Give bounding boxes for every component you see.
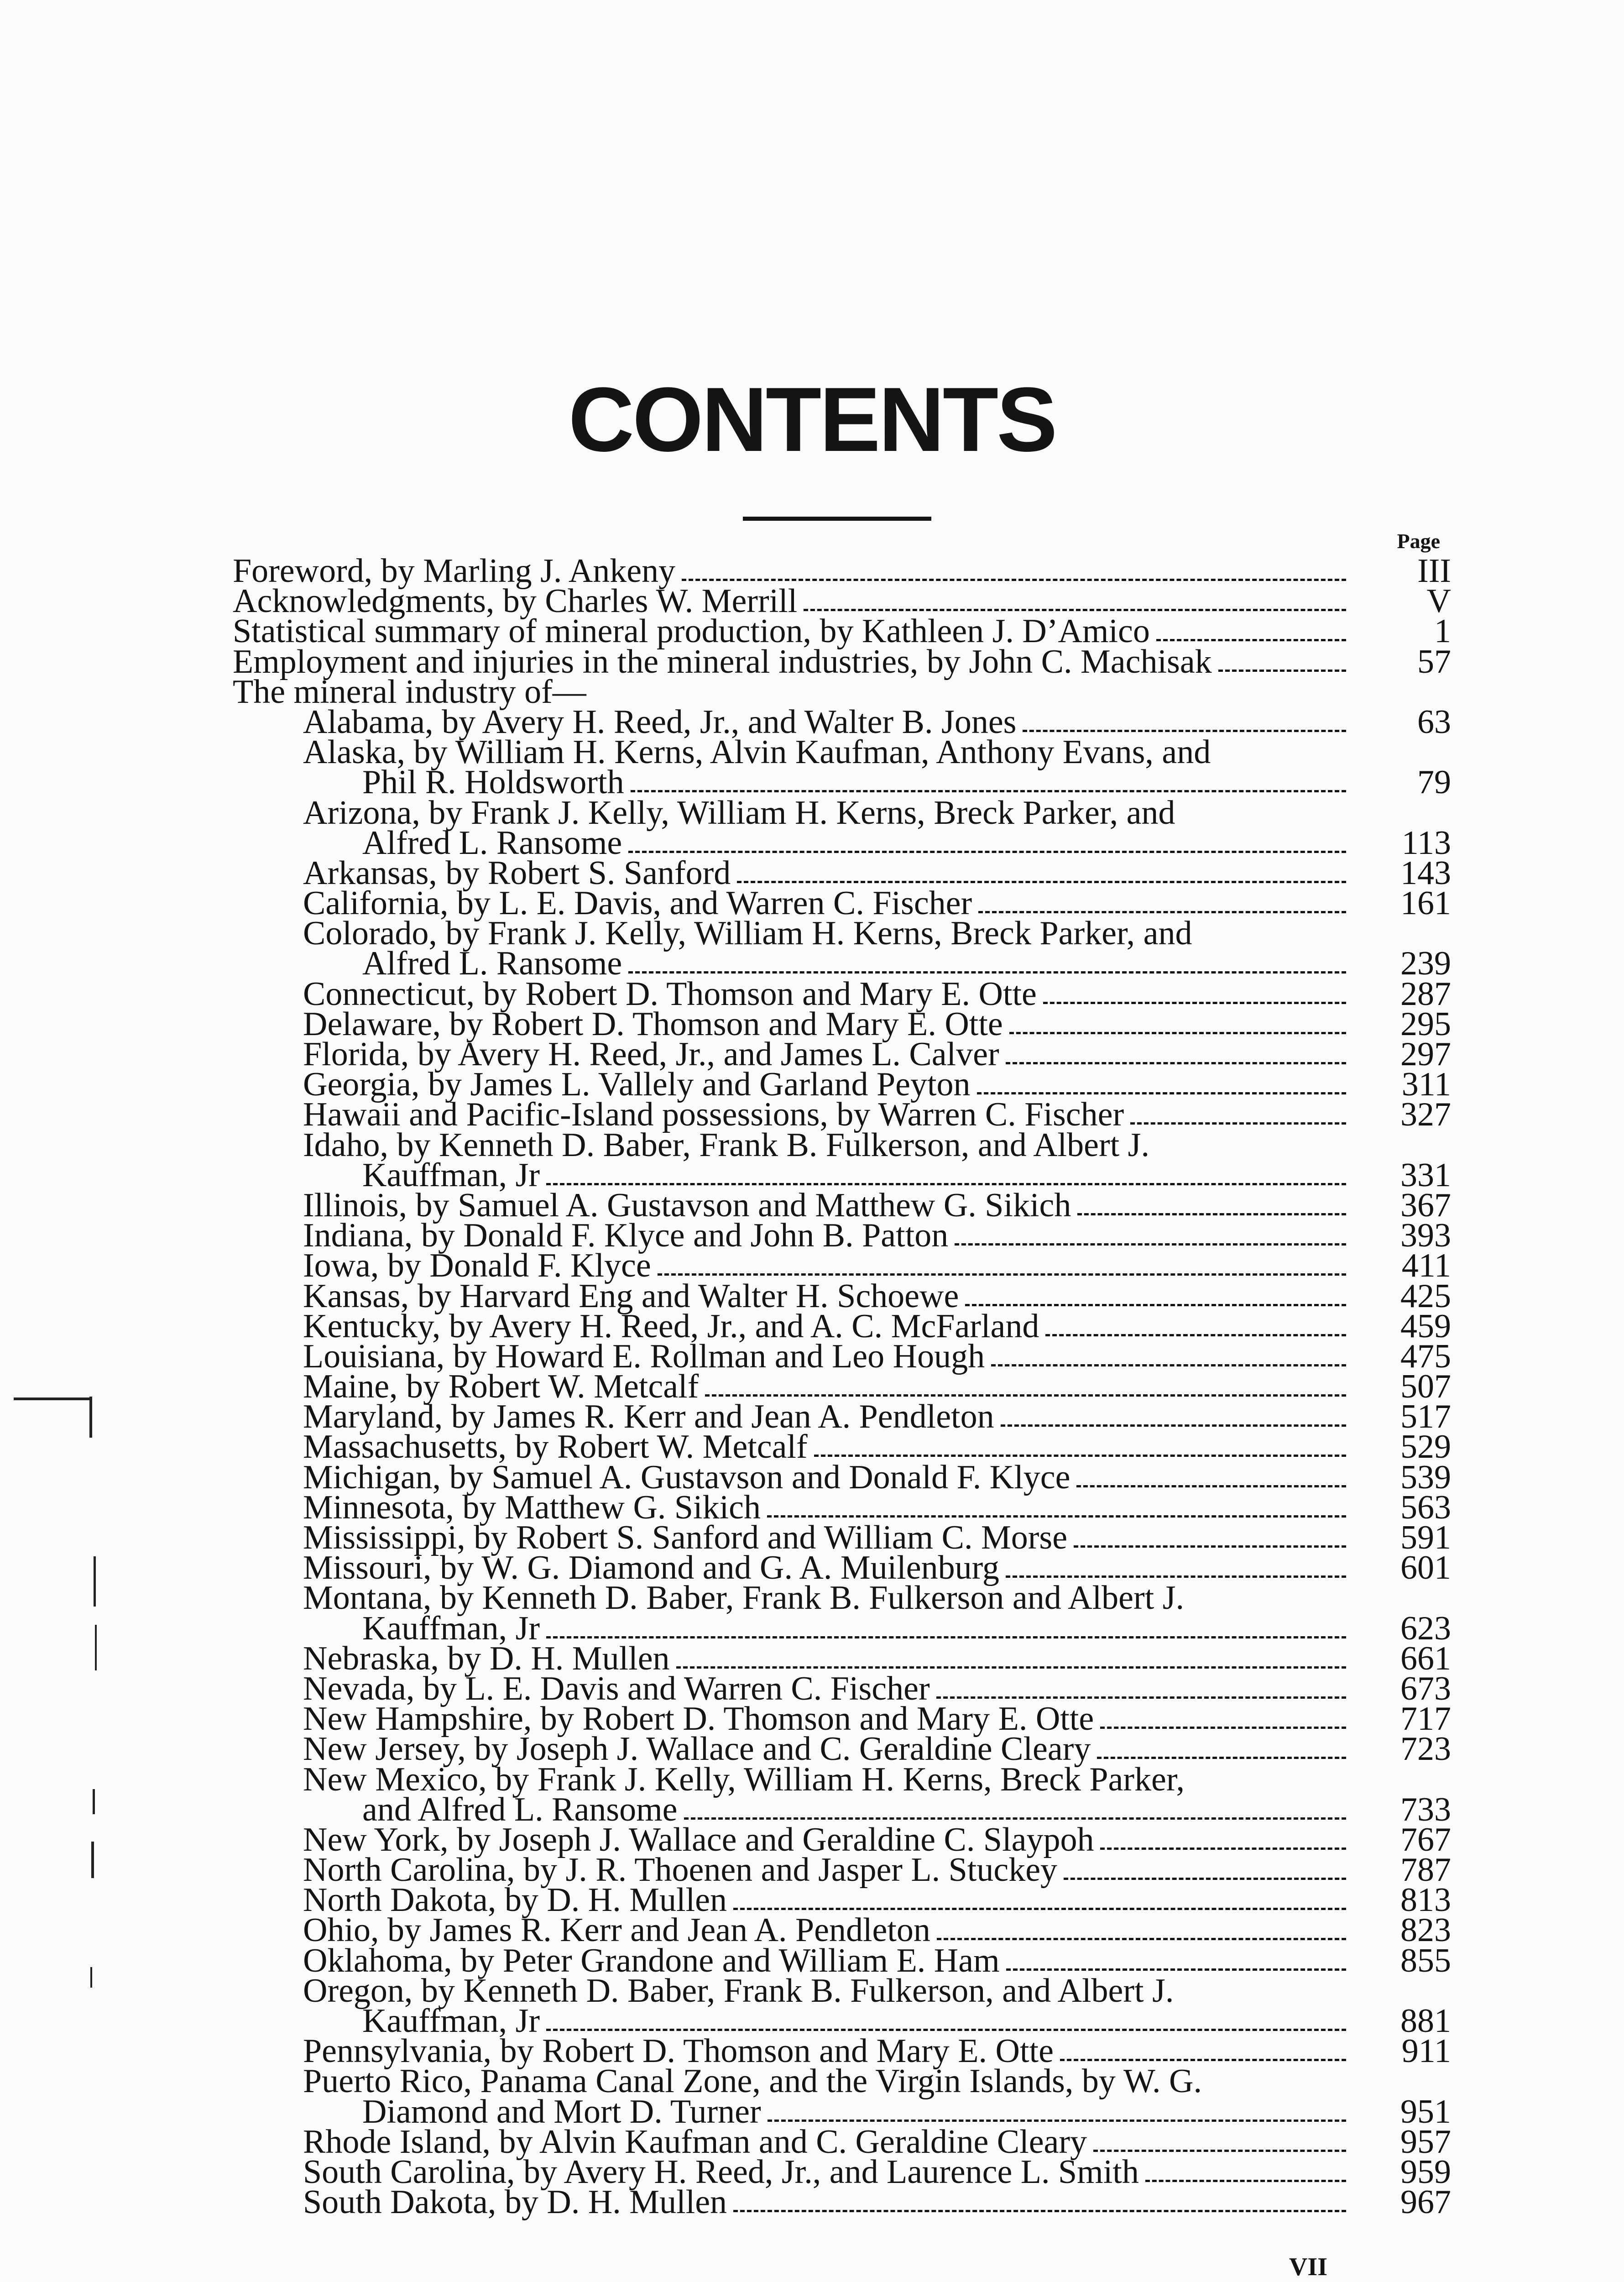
toc-entry-page: 475: [1400, 1337, 1451, 1375]
page-folio: VII: [1289, 2253, 1328, 2281]
dot-leader: [546, 2029, 1346, 2031]
toc-entry: [0, 1972, 1624, 2010]
toc-entry-page: 507: [1400, 1368, 1451, 1406]
toc-entry: [0, 1277, 1624, 1315]
dot-leader: [1009, 1032, 1346, 1034]
toc-entry-text: Acknowledgments, by Charles W. Merrill: [233, 582, 798, 620]
toc-entry-page: 1: [1434, 612, 1451, 650]
dot-leader: [1218, 670, 1346, 672]
dot-leader: [955, 1243, 1346, 1246]
dot-leader: [1100, 1727, 1346, 1729]
toc-entry: [0, 2093, 1624, 2130]
toc-entry: [0, 854, 1624, 892]
toc-entry-page: 393: [1400, 1217, 1451, 1255]
toc-entry-text: Diamond and Mort D. Turner: [362, 2093, 761, 2130]
page-title: CONTENTS: [568, 369, 1056, 471]
scan-mark: [94, 1556, 96, 1607]
toc-entry: [0, 552, 1624, 590]
toc-entry: [0, 582, 1624, 620]
toc-entry-text: New Jersey, by Joseph J. Wallace and C. Geraldine Cleary: [303, 1730, 1091, 1768]
toc-entry-text: Louisiana, by Howard E. Rollman and Leo Hough: [303, 1337, 985, 1375]
toc-entry: [0, 2153, 1624, 2191]
toc-entry: [0, 1217, 1624, 1255]
toc-entry-page: 813: [1400, 1881, 1451, 1919]
toc-entry: [0, 764, 1624, 801]
toc-entry-text: Ohio, by James R. Kerr and Jean A. Pendleton: [303, 1911, 930, 1949]
toc-entry-page: 331: [1400, 1156, 1451, 1194]
toc-entry-text: Massachusetts, by Robert W. Metcalf: [303, 1428, 808, 1466]
dot-leader: [733, 2210, 1346, 2212]
dot-leader: [1145, 2180, 1346, 2182]
toc-entry-page: 295: [1400, 1005, 1451, 1043]
dot-leader: [737, 881, 1346, 883]
toc-entry: [0, 1700, 1624, 1738]
toc-entry-text: California, by L. E. Davis, and Warren C. Fischer: [303, 885, 972, 922]
toc-entry-page: 287: [1400, 975, 1451, 1013]
toc-entry-page: 967: [1400, 2183, 1451, 2221]
dot-leader: [1130, 1122, 1346, 1125]
toc-entry: [0, 1519, 1624, 1556]
toc-entry-text: New York, by Joseph J. Wallace and Geraldine C. Slaypoh: [303, 1821, 1094, 1858]
toc-entry-text: New Mexico, by Frank J. Kelly, William H. Kerns, Breck Parker,: [303, 1760, 1185, 1798]
toc-entry-text: Phil R. Holdsworth: [362, 764, 624, 801]
dot-leader: [814, 1455, 1346, 1457]
toc-entry-text: Rhode Island, by Alvin Kaufman and C. Geraldine Cleary: [303, 2123, 1087, 2161]
toc-entry-page: 529: [1400, 1428, 1451, 1466]
toc-entry: [0, 1458, 1624, 1496]
toc-entry-text: Nebraska, by D. H. Mullen: [303, 1639, 670, 1677]
toc-entry-page: 425: [1400, 1277, 1451, 1315]
toc-entry-page: 239: [1400, 945, 1451, 983]
toc-entry: [0, 1670, 1624, 1707]
toc-entry-page: 539: [1400, 1458, 1451, 1496]
toc-entry: [0, 1368, 1624, 1406]
toc-entry: [0, 612, 1624, 650]
dot-leader: [546, 1636, 1346, 1638]
dot-leader: [631, 790, 1346, 792]
toc-entry-text: The mineral industry of—: [233, 673, 586, 711]
toc-entry-text: Kauffman, Jr: [362, 2002, 540, 2040]
dot-leader: [937, 1938, 1346, 1940]
dot-leader: [705, 1394, 1346, 1397]
toc-entry: [0, 1549, 1624, 1587]
toc-entry: [0, 1821, 1624, 1858]
dot-leader: [628, 971, 1346, 974]
toc-entry-page: 57: [1417, 643, 1451, 680]
toc-entry: [0, 975, 1624, 1013]
toc-entry-page: 733: [1400, 1790, 1451, 1828]
dot-leader: [1023, 730, 1346, 732]
toc-entry-page: 855: [1400, 1942, 1451, 1979]
toc-entry-page: 591: [1400, 1519, 1451, 1556]
toc-entry-text: Kauffman, Jr: [362, 1609, 540, 1647]
toc-entry-text: Kentucky, by Avery H. Reed, Jr., and A. C. McFarland: [303, 1307, 1039, 1345]
toc-entry: [0, 1911, 1624, 1949]
toc-entry: [0, 703, 1624, 741]
toc-entry-text: and Alfred L. Ransome: [362, 1790, 678, 1828]
toc-entry: [0, 2032, 1624, 2070]
toc-entry: [0, 1156, 1624, 1194]
dot-leader: [1043, 1002, 1346, 1004]
toc-entry-page: 161: [1400, 885, 1451, 922]
toc-entry: [0, 1247, 1624, 1285]
toc-entry: [0, 1609, 1624, 1647]
dot-leader: [1074, 1545, 1346, 1548]
dot-leader: [977, 1092, 1346, 1094]
toc-entry-text: Oregon, by Kenneth D. Baber, Frank B. Fulkerson, and Albert J.: [303, 1972, 1174, 2010]
toc-entry-text: Minnesota, by Matthew G. Sikich: [303, 1488, 761, 1526]
title-rule: [743, 517, 931, 521]
dot-leader: [965, 1304, 1346, 1306]
toc-entry-page: 881: [1400, 2002, 1451, 2040]
dot-leader: [1006, 1575, 1346, 1578]
toc-entry-text: Nevada, by L. E. Davis and Warren C. Fischer: [303, 1670, 930, 1707]
toc-entry: [0, 1066, 1624, 1104]
dot-leader: [733, 1908, 1346, 1910]
toc-entry-text: Maine, by Robert W. Metcalf: [303, 1368, 699, 1406]
toc-entry: [0, 824, 1624, 862]
toc-entry-text: Maryland, by James R. Kerr and Jean A. Pendleton: [303, 1398, 994, 1436]
toc-entry-page: 959: [1400, 2153, 1451, 2191]
toc-entry-page: 79: [1417, 764, 1451, 801]
toc-entry-page: 951: [1400, 2093, 1451, 2130]
dot-leader: [767, 1515, 1346, 1518]
toc-entry-text: Alabama, by Avery H. Reed, Jr., and Walter B. Jones: [303, 703, 1017, 741]
toc-entry-text: Arkansas, by Robert S. Sanford: [303, 854, 731, 892]
dot-leader: [936, 1696, 1346, 1699]
toc-entry: [0, 1186, 1624, 1224]
toc-entry: [0, 915, 1624, 953]
dot-leader: [684, 1817, 1347, 1820]
dot-leader: [1100, 1848, 1346, 1850]
toc-entry-page: 113: [1401, 824, 1451, 862]
toc-entry-page: 563: [1400, 1488, 1451, 1526]
toc-entry: [0, 1760, 1624, 1798]
toc-entry-text: Puerto Rico, Panama Canal Zone, and the Virgin Islands, by W. G.: [303, 2062, 1202, 2100]
toc-entry: [0, 2183, 1624, 2221]
toc-entry-page: 459: [1400, 1307, 1451, 1345]
toc-entry-page: V: [1426, 582, 1451, 620]
toc-entry-page: 823: [1400, 1911, 1451, 1949]
toc-entry-text: Arizona, by Frank J. Kelly, William H. Kerns, Breck Parker, and: [303, 794, 1175, 832]
toc-entry: [0, 1398, 1624, 1436]
toc-entry-text: Montana, by Kenneth D. Baber, Frank B. Fulkerson and Albert J.: [303, 1579, 1185, 1617]
toc-entry-text: Pennsylvania, by Robert D. Thomson and Mary E. Otte: [303, 2032, 1054, 2070]
scan-mark: [91, 1842, 94, 1878]
toc-entry: [0, 643, 1624, 680]
toc-entry-page: 957: [1400, 2123, 1451, 2161]
toc-entry-page: 787: [1400, 1851, 1451, 1889]
dot-leader: [676, 1666, 1346, 1669]
toc-entry: [0, 1005, 1624, 1043]
scan-mark: [89, 1397, 92, 1438]
toc-entry: [0, 1428, 1624, 1466]
dot-leader: [1006, 1968, 1346, 1971]
dot-leader: [1001, 1424, 1346, 1427]
toc-entry-text: Delaware, by Robert D. Thomson and Mary E. Otte: [303, 1005, 1003, 1043]
toc-entry-text: Kansas, by Harvard Eng and Walter H. Schoewe: [303, 1277, 959, 1315]
toc-entry: [0, 1337, 1624, 1375]
toc-entry: [0, 1851, 1624, 1889]
dot-leader: [1060, 2059, 1346, 2061]
toc-entry-text: Georgia, by James L. Vallely and Garland Peyton: [303, 1066, 971, 1104]
toc-entry-page: 297: [1400, 1036, 1451, 1073]
toc-entry-text: Mississippi, by Robert S. Sanford and William C. Morse: [303, 1519, 1068, 1556]
toc-entry-page: 767: [1400, 1821, 1451, 1858]
toc-entry-page: 717: [1400, 1700, 1451, 1738]
toc-entry: [0, 2062, 1624, 2100]
toc-entry-page: 367: [1400, 1186, 1451, 1224]
toc-entry-text: North Carolina, by J. R. Thoenen and Jasper L. Stuckey: [303, 1851, 1058, 1889]
dot-leader: [804, 609, 1346, 611]
toc-entry-page: 63: [1417, 703, 1451, 741]
toc-entry: [0, 885, 1624, 922]
toc-entry-page: 661: [1400, 1639, 1451, 1677]
table-of-contents: [0, 552, 1624, 2221]
toc-entry: [0, 794, 1624, 832]
toc-entry: [0, 1488, 1624, 1526]
toc-entry-text: Alaska, by William H. Kerns, Alvin Kaufman, Anthony Evans, and: [303, 733, 1211, 771]
scan-mark: [90, 1967, 92, 1988]
toc-entry: [0, 1307, 1624, 1345]
toc-entry: [0, 1730, 1624, 1768]
toc-entry: [0, 2002, 1624, 2040]
toc-entry: [0, 673, 1624, 711]
dot-leader: [628, 851, 1346, 853]
toc-entry: [0, 733, 1624, 771]
toc-entry-page: 517: [1400, 1398, 1451, 1436]
dot-leader: [991, 1364, 1346, 1366]
toc-entry: [0, 1790, 1624, 1828]
toc-entry: [0, 1942, 1624, 1979]
dot-leader: [658, 1273, 1346, 1276]
toc-entry: [0, 1881, 1624, 1919]
toc-entry-text: South Carolina, by Avery H. Reed, Jr., and Laurence L. Smith: [303, 2153, 1139, 2191]
scan-mark: [95, 1625, 97, 1670]
dot-leader: [1076, 1485, 1346, 1487]
toc-entry-text: Idaho, by Kenneth D. Baber, Frank B. Fulkerson, and Albert J.: [303, 1126, 1149, 1164]
dot-leader: [546, 1183, 1346, 1185]
toc-entry-text: Connecticut, by Robert D. Thomson and Mary E. Otte: [303, 975, 1037, 1013]
toc-entry-text: Michigan, by Samuel A. Gustavson and Donald F. Klyce: [303, 1458, 1070, 1496]
toc-entry-text: Employment and injuries in the mineral industries, by John C. Machisak: [233, 643, 1212, 680]
toc-entry-page: 723: [1400, 1730, 1451, 1768]
toc-entry-page: 311: [1401, 1066, 1451, 1104]
toc-entry-text: Iowa, by Donald F. Klyce: [303, 1247, 651, 1285]
toc-entry-text: Foreword, by Marling J. Ankeny: [233, 552, 676, 590]
toc-entry-page: 143: [1400, 854, 1451, 892]
toc-entry-text: Statistical summary of mineral production, by Kathleen J. D’Amico: [233, 612, 1150, 650]
toc-entry: [0, 1036, 1624, 1073]
page-column-label: Page: [1397, 529, 1440, 553]
toc-entry-text: Kauffman, Jr: [362, 1156, 540, 1194]
dot-leader: [978, 911, 1346, 913]
toc-entry-text: Missouri, by W. G. Diamond and G. A. Muilenburg: [303, 1549, 999, 1587]
toc-entry-text: Florida, by Avery H. Reed, Jr., and James L. Calver: [303, 1036, 999, 1073]
toc-entry: [0, 945, 1624, 983]
toc-entry-page: 673: [1400, 1670, 1451, 1707]
toc-entry-page: 411: [1401, 1247, 1451, 1285]
scan-mark: [93, 1789, 95, 1814]
dot-leader: [1077, 1213, 1346, 1215]
toc-entry: [0, 2123, 1624, 2161]
dot-leader: [1156, 639, 1346, 641]
toc-entry: [0, 1126, 1624, 1164]
toc-entry-text: Colorado, by Frank J. Kelly, William H. Kerns, Breck Parker, and: [303, 915, 1192, 953]
toc-entry-text: South Dakota, by D. H. Mullen: [303, 2183, 727, 2221]
toc-entry-text: Hawaii and Pacific-Island possessions, by Warren C. Fischer: [303, 1096, 1124, 1134]
toc-entry-page: 327: [1400, 1096, 1451, 1134]
toc-entry-page: III: [1417, 552, 1451, 590]
toc-entry-text: Oklahoma, by Peter Grandone and William E. Ham: [303, 1942, 1000, 1979]
toc-entry-text: Alfred L. Ransome: [362, 824, 622, 862]
scan-mark: [14, 1397, 91, 1400]
toc-entry: [0, 1579, 1624, 1617]
toc-entry-text: Alfred L. Ransome: [362, 945, 622, 983]
dot-leader: [768, 2120, 1346, 2122]
toc-entry: [0, 1639, 1624, 1677]
toc-entry-page: 911: [1401, 2032, 1451, 2070]
toc-entry-text: Indiana, by Donald F. Klyce and John B. Patton: [303, 1217, 949, 1255]
toc-entry-page: 623: [1400, 1609, 1451, 1647]
dot-leader: [682, 579, 1346, 581]
dot-leader: [1093, 2150, 1346, 2152]
dot-leader: [1006, 1062, 1346, 1064]
toc-entry-text: North Dakota, by D. H. Mullen: [303, 1881, 727, 1919]
toc-entry-text: New Hampshire, by Robert D. Thomson and Mary E. Otte: [303, 1700, 1094, 1738]
dot-leader: [1045, 1334, 1346, 1336]
dot-leader: [1064, 1878, 1346, 1880]
dot-leader: [1097, 1757, 1346, 1759]
toc-entry-page: 601: [1400, 1549, 1451, 1587]
toc-entry-text: Illinois, by Samuel A. Gustavson and Matthew G. Sikich: [303, 1186, 1071, 1224]
toc-entry: [0, 1096, 1624, 1134]
